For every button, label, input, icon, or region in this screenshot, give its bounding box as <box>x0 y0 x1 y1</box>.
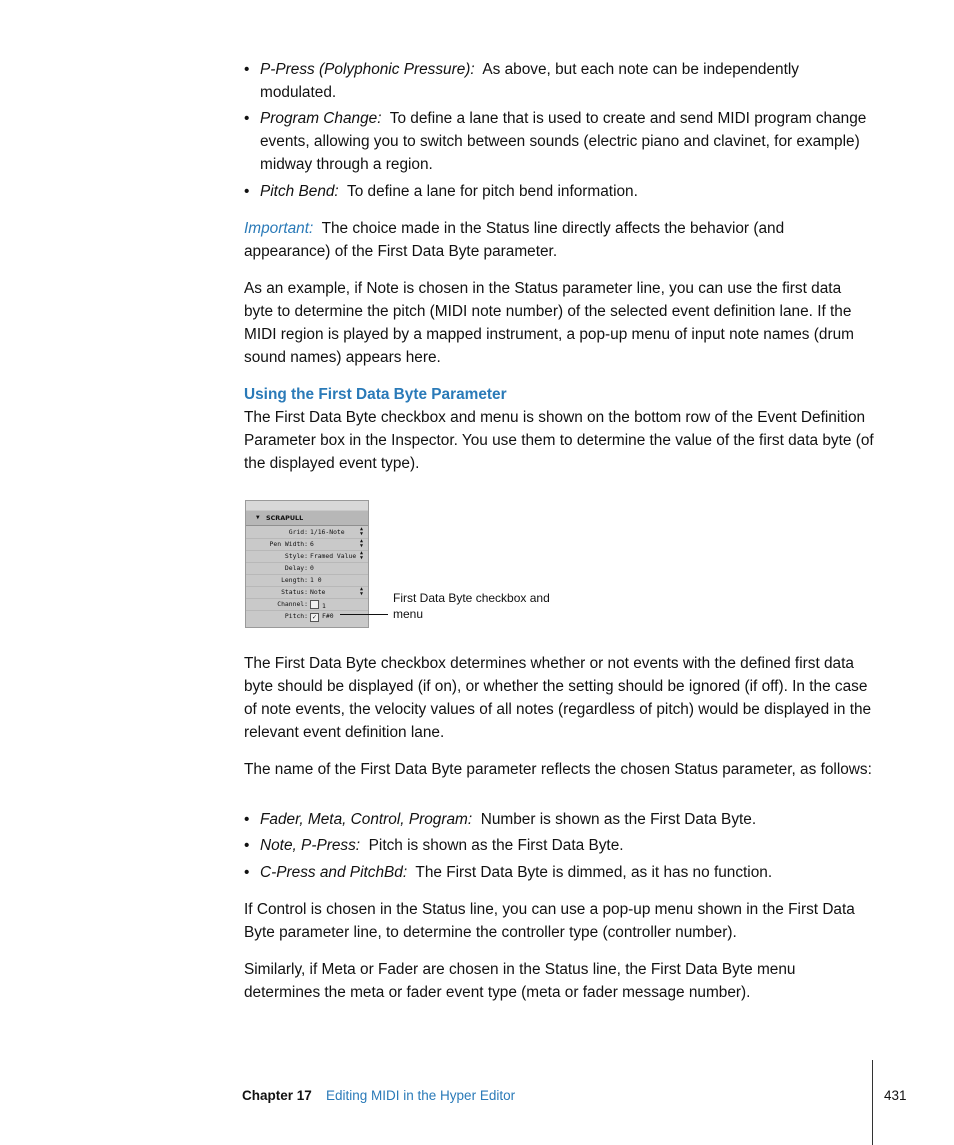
footer-divider <box>872 1060 873 1145</box>
stepper-arrows-icon: ▲ ▼ <box>359 586 363 597</box>
bullet-dot: • <box>244 61 250 78</box>
row-value <box>310 612 334 622</box>
row-value: 1/16-Note <box>310 528 345 536</box>
inspector-row-pitch <box>246 610 368 622</box>
stepper-arrows-icon: ▲ ▼ <box>359 526 363 537</box>
important-label: Important: <box>244 220 314 237</box>
channel-value: 1 <box>322 602 326 610</box>
inspector-header-title: SCRAPULL <box>266 514 304 522</box>
row-label: Style: <box>284 552 308 560</box>
checkbox-paragraph: The First Data Byte checkbox determines whether or not events with the defined first data byte should be displayed (if on), or whether the setting should be ignored (if off). In the case of note events, the velocity values of all notes (regardless of pitch) would be displayed in the relevant event definition lane. <box>244 655 872 741</box>
bullet-term: P-Press (Polyphonic Pressure): <box>260 61 475 78</box>
row-label: Length: <box>281 576 308 584</box>
callout-leader-line <box>340 614 388 615</box>
footer-chapter: Chapter 17 <box>242 1088 312 1103</box>
row-value: Framed Value <box>310 552 357 560</box>
figure-callout: First Data Byte checkbox and menu <box>393 591 550 621</box>
bullet-text: To define a lane for pitch bend information. <box>347 183 638 200</box>
row-label: Delay: <box>284 564 308 572</box>
stepper-arrows-icon: ▲ ▼ <box>359 538 363 549</box>
bullet-note-ppress <box>244 834 874 857</box>
meta-paragraph: Similarly, if Meta or Fader are chosen in the Status line, the First Data Byte menu determines the meta or fader event type (meta or fader message number). <box>244 961 796 1001</box>
row-value: 0 <box>310 564 314 572</box>
row-value <box>310 600 326 610</box>
channel-checkbox <box>310 600 319 609</box>
bullet-term: Fader, Meta, Control, Program: <box>260 811 473 828</box>
important-paragraph <box>244 217 874 263</box>
control-paragraph: If Control is chosen in the Status line, you can use a pop-up menu shown in the First Data Byte parameter line, to determine the controller type (controller number). <box>244 901 855 941</box>
bullet-cpress-pitchbd <box>244 861 874 884</box>
row-label: Pen Width: <box>269 540 308 548</box>
row-value: 6 <box>310 540 314 548</box>
row-label: Pitch: <box>284 612 308 620</box>
footer-chapter-title: Editing MIDI in the Hyper Editor <box>326 1088 516 1103</box>
bullet-text: Number is shown as the First Data Byte. <box>480 811 757 828</box>
bullet-text: Pitch is shown as the First Data Byte. <box>368 837 624 854</box>
bullet-term: Program Change: <box>260 110 382 127</box>
row-value: 1 0 <box>310 576 322 584</box>
bullet-term: Pitch Bend: <box>260 183 339 200</box>
intro-paragraph: The First Data Byte checkbox and menu is shown on the bottom row of the Event Definition Parameter box in the Inspector. You use them to determine the value of the first data byte (of the displayed event type). <box>244 409 874 472</box>
bullet-p-press <box>244 58 874 104</box>
bullet-dot: • <box>244 183 250 200</box>
bullet-dot: • <box>244 110 250 127</box>
inspector-header <box>246 511 368 526</box>
bullet-text: As above, but each note can be independently modulated. <box>260 61 799 101</box>
name-paragraph: The name of the First Data Byte parameter reflects the chosen Status parameter, as follows: <box>244 761 872 778</box>
bullet-program-change <box>244 107 874 176</box>
page-number: 431 <box>884 1088 907 1103</box>
pitch-value: F#0 <box>322 612 334 620</box>
bullet-fader-meta <box>244 808 874 831</box>
inspector-screenshot <box>245 500 369 628</box>
bullet-text: The First Data Byte is dimmed, as it has no function. <box>415 864 773 881</box>
bullet-term: C-Press and PitchBd: <box>260 864 408 881</box>
stepper-arrows-icon: ▲ ▼ <box>359 550 363 561</box>
bullet-dot: • <box>244 811 250 828</box>
bullet-dot: • <box>244 837 250 854</box>
bullet-term: Note, P-Press: <box>260 837 361 854</box>
section-heading: Using the First Data Byte Parameter <box>244 386 507 403</box>
bullet-dot: • <box>244 864 250 881</box>
row-value: Note <box>310 588 326 596</box>
row-label: Status: <box>281 588 308 596</box>
first-data-byte-checkbox: ✓ <box>310 613 319 622</box>
bullet-text: To define a lane that is used to create and send MIDI program change events, allowing you to switch between sounds (electric piano and clavinet, for example) midway through a region. <box>260 110 867 173</box>
important-text: The choice made in the Status line directly affects the behavior (and appearance) of the First Data Byte parameter. <box>244 220 785 260</box>
bullet-pitch-bend <box>244 180 874 203</box>
disclosure-triangle-icon: ▼ <box>256 514 260 521</box>
example-paragraph: As an example, if Note is chosen in the Status parameter line, you can use the first data byte to determine the pitch (MIDI note number) of the selected event definition lane. If the MIDI region is played by a mapped instrument, a pop-up menu of input note names (drum sound names) appears here. <box>244 280 854 366</box>
row-label: Grid: <box>288 528 308 536</box>
inspector-top-strip <box>246 501 368 510</box>
row-label: Channel: <box>277 600 308 608</box>
